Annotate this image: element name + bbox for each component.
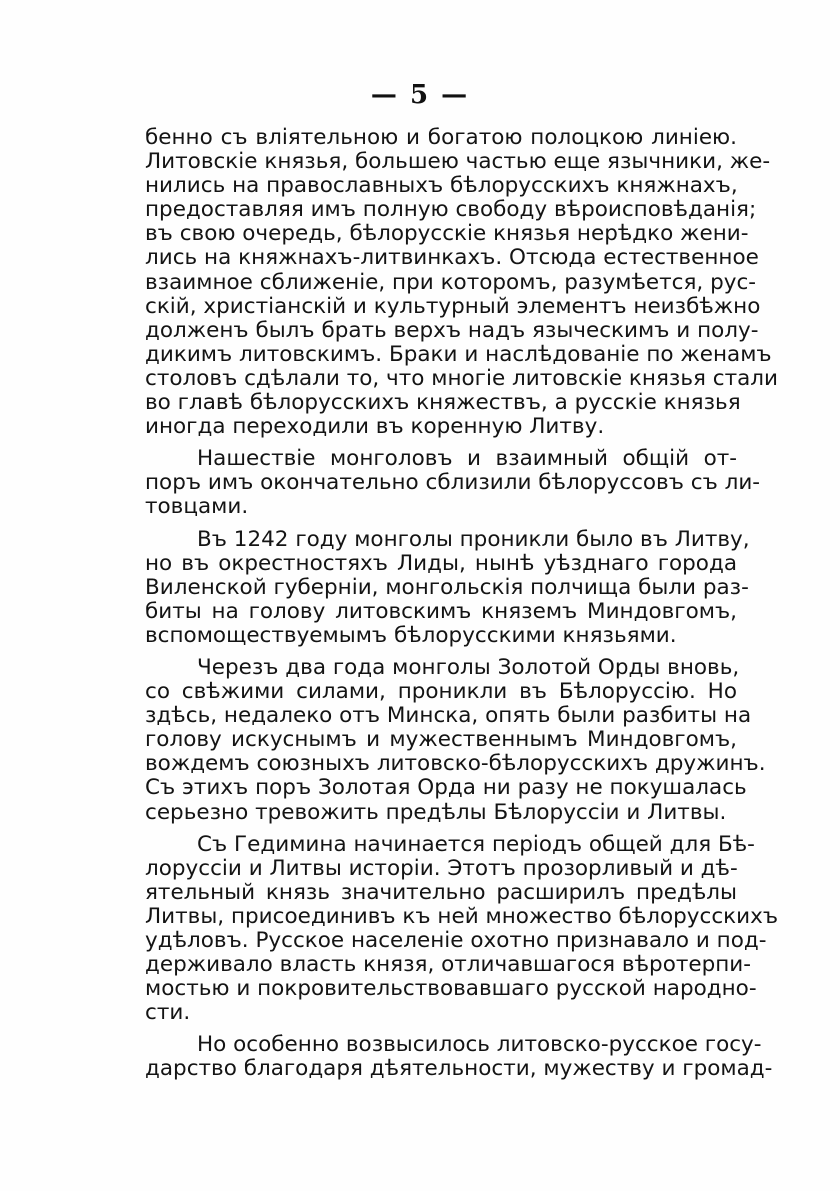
text-line: но въ окрестностяхъ Лиды, нынѣ уѣзднаго города xyxy=(145,550,737,576)
text-line: поръ имъ окончательно сблизили бѣлоруссовъ съ ли- xyxy=(145,470,761,496)
text-line: столовъ сдѣлали то, что многіе литовскіе князья стали xyxy=(145,365,779,391)
text-line: Въ 1242 году монголы проникли было въ Литву, xyxy=(197,526,750,552)
text-line: здѣсь, недалеко отъ Минска, опять были разбиты на xyxy=(145,703,752,729)
text-line: ятельный князь значительно расширилъ предѣлы xyxy=(145,879,737,905)
text-line: Виленской губерніи, монгольскія полчища были раз- xyxy=(145,574,749,600)
text-line: Литвы, присоединивъ къ ней множество бѣлорусскихъ xyxy=(145,903,779,929)
text-line: биты на голову литовскимъ княземъ Миндовгомъ, xyxy=(145,598,737,624)
paragraph xyxy=(145,125,779,440)
text-line: держивало власть князя, отличавшагося вѣротерпи- xyxy=(145,952,752,978)
text-line: сти. xyxy=(145,1000,191,1026)
text-line: дикимъ литовскимъ. Браки и наслѣдованіе по женамъ xyxy=(145,341,772,367)
text-line: лоруссіи и Литвы исторіи. Этотъ прозорливый и дѣ- xyxy=(145,855,738,881)
text-line: удѣловъ. Русское населеніе охотно признавало и под- xyxy=(145,928,767,953)
text-line: Съ Гедимина начинается періодъ общей для Бѣ- xyxy=(197,831,755,857)
paragraph xyxy=(145,1032,773,1082)
text-line: дарство благодаря дѣятельности, мужеству и громад- xyxy=(145,1056,773,1082)
text-line: мостью и покровительствовавшаго русской народно- xyxy=(145,976,757,1002)
text-line: предоставляя имъ полную свободу вѣроисповѣданія; xyxy=(145,197,757,223)
text-line: долженъ былъ брать верхъ надъ языческимъ и полу- xyxy=(145,317,759,343)
page-number: — 5 — xyxy=(370,80,470,110)
body-text xyxy=(145,125,779,1090)
text-line: Но особенно возвысилось литовско-русское госу- xyxy=(197,1032,762,1058)
text-line: Литовскіе князья, большею частью еще язычники, же- xyxy=(145,149,771,175)
text-line: Нашествіе монголовъ и взаимный общій от- xyxy=(197,446,737,472)
text-line: Черезъ два года монголы Золотой Орды вновь, xyxy=(197,654,740,680)
text-line: во главѣ бѣлорусскихъ княжествъ, а русскіе князья xyxy=(145,390,741,416)
text-line: голову искуснымъ и мужественнымъ Миндовгомъ, xyxy=(145,727,737,753)
text-line: скій, христіанскій и культурный элементъ неизбѣжно xyxy=(145,293,761,319)
text-line: бенно съ вліятельною и богатою полоцкою линіею. xyxy=(145,125,737,150)
text-line: вождемъ союзныхъ литовско-бѣлорусскихъ дружинъ. xyxy=(145,751,766,777)
text-line: со свѣжими силами, проникли въ Бѣлоруссію. Но xyxy=(145,679,737,705)
text-line: иногда переходили въ коренную Литву. xyxy=(145,414,605,440)
text-line: товцами. xyxy=(145,494,249,520)
text-line: Съ этихъ поръ Золотая Орда ни разу не покушалась xyxy=(145,775,747,801)
paragraph xyxy=(145,831,779,1026)
text-line: серьезно тревожить предѣлы Бѣлоруссіи и Литвы. xyxy=(145,799,727,825)
paragraph xyxy=(145,446,761,520)
text-line: въ свою очередь, бѣлорусскіе князья нерѣдко жени- xyxy=(145,221,749,247)
text-line: нились на православныхъ бѣлорусскихъ княжнахъ, xyxy=(145,173,738,199)
paragraph xyxy=(145,654,766,825)
text-line: лись на княжнахъ-литвинкахъ. Отсюда естественное xyxy=(145,245,759,271)
text-line: вспомоществуемымъ бѣлорусскими князьями. xyxy=(145,622,677,648)
paragraph xyxy=(145,526,750,648)
text-line: взаимное сближеніе, при которомъ, разумѣется, рус- xyxy=(145,269,757,295)
